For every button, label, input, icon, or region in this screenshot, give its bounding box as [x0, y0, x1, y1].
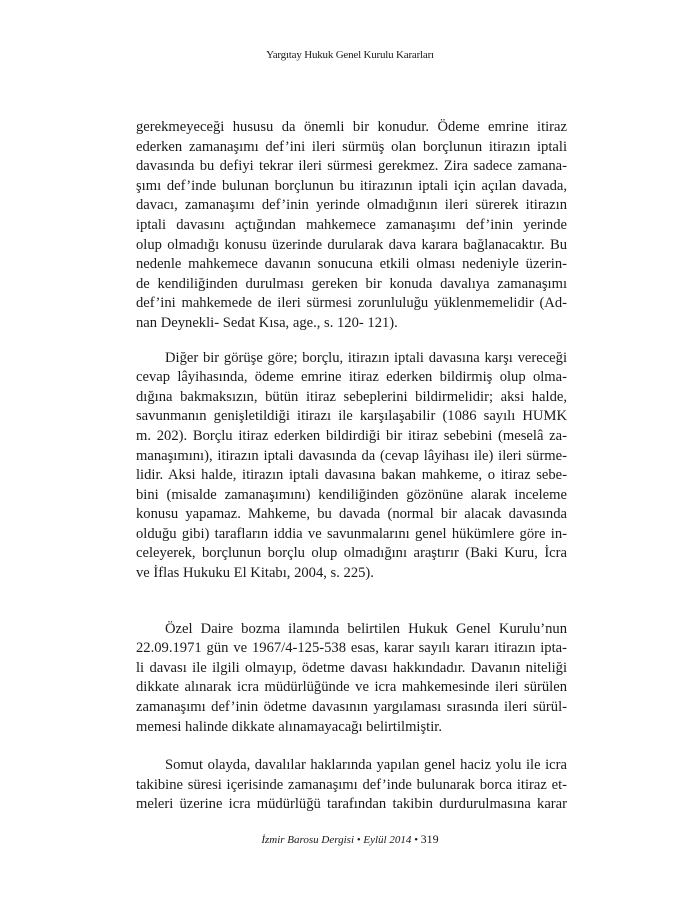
text-line: ederken zamanaşımı def’ini ileri sürmüş olan borçlunun itirazın iptali: [136, 138, 567, 155]
text-line: nedenle mahkemece davanın sonucuna etkili olması nedeniyle üzerin-: [136, 256, 567, 273]
text-line: gerekmeyeceği hususu da önemli bir konudur. Ödeme emrine itiraz: [136, 119, 567, 135]
text-line: olduğu gibi) tarafların iddia ve savunmalarını genel hükümlere göre in-: [136, 525, 567, 542]
text-line: def’ini mahkemede de ileri sürmesi zorunluluğu yüklenmemelidir (Ad-: [136, 295, 567, 312]
text-line: Diğer bir görüşe göre; borçlu, itirazın iptali davasına karşı vereceği: [165, 349, 567, 366]
text-line: davasında bu defiyi tekrar ileri sürmesi gerekmez. Zira sadece zamana-: [136, 158, 567, 175]
journal-name: İzmir Barosu Dergisi • Eylül 2014 •: [261, 834, 418, 846]
text-line: nan Deynekli- Sedat Kısa, age., s. 120- 121).: [136, 314, 398, 331]
text-line: Özel Daire bozma ilamında belirtilen Hukuk Genel Kurulu’nun: [165, 620, 567, 637]
text-line: li davası ile ilgili olmayıp, ödetme davası hakkındadır. Davanın niteliği: [136, 659, 567, 676]
text-line: savunmanın genişletildiği itirazı ile karşılaşabilir (1086 sayılı HUMK: [136, 408, 567, 425]
running-header: Yargıtay Hukuk Genel Kurulu Kararları: [266, 49, 434, 61]
text-line: meleri üzerine icra müdürlüğü tarafından takibin durdurulmasına karar: [136, 796, 567, 813]
text-line: ve İflas Hukuku El Kitabı, 2004, s. 225).: [136, 565, 374, 582]
text-line: celeyerek, borçlunun borçlu olup olmadığını araştırır (Baki Kuru, İcra: [136, 545, 567, 562]
text-line: Somut olayda, davalılar haklarında yapılan genel haciz yolu ile icra: [165, 757, 567, 774]
text-line: olup olmadığı konusu üzerinde durularak dava karara bağlanacaktır. Bu: [136, 236, 567, 253]
text-line: memesi halinde dikkate alınamayacağı belirtilmiştir.: [136, 718, 442, 735]
text-line: dikkate alınarak icra müdürlüğünde ve icra mahkemesinde ileri sürülen: [136, 679, 567, 696]
text-line: dığına bakmaksızın, bütün itiraz sebeplerini bildirmelidir; aksi halde,: [136, 388, 567, 405]
paragraph: [136, 349, 567, 584]
text-line: iptali davasını açtığından mahkemece zamanaşımı def’inin yerinde: [136, 216, 567, 233]
text-line: lidir. Aksi halde, itirazın iptali davasına bakan mahkeme, o itiraz sebe-: [136, 467, 567, 484]
page-number: 319: [420, 832, 439, 846]
text-line: davacı, zamanaşımı def’inin yerinde olmadığının ileri sürerek itirazın: [136, 197, 567, 214]
text-line: de kendiliğinden durulması gereken bir konuda davalıya zamanaşımı: [136, 275, 567, 292]
text-line: şımı def’inde bulunan borçlunun bu itirazının iptali için açılan davada,: [136, 177, 567, 194]
text-line: zamanaşımı def’inin ödetme davasının yargılaması sırasında ileri sürül-: [136, 699, 567, 716]
body-text: [136, 118, 567, 815]
text-line: m. 202). Borçlu itiraz ederken bildirdiği bir itiraz sebebini (meselâ za-: [136, 427, 567, 444]
text-line: takibine süresi içerisinde zamanaşımı def’inde bulunarak borca itiraz et-: [136, 776, 567, 793]
text-line: konusu yapamaz. Mahkeme, bu davada (normal bir alacak davasında: [136, 506, 567, 523]
paragraph: [136, 620, 567, 738]
page-footer: [0, 832, 700, 847]
paragraph: [136, 118, 567, 334]
text-line: cevap lâyihasında, ödeme emrine itiraz ederken bildirmiş olup olma-: [136, 369, 567, 386]
text-line: manaşımını), itirazın iptali davasında da (cevap lâyihası ile) ileri sürme-: [136, 447, 567, 464]
paragraph: [136, 756, 567, 815]
text-line: bini (misalde zamanaşımını) kendiliğinden gözönüne alarak inceleme: [136, 486, 567, 503]
text-line: 22.09.1971 gün ve 1967/4-125-538 esas, karar sayılı kararı itirazın ipta-: [136, 640, 567, 657]
